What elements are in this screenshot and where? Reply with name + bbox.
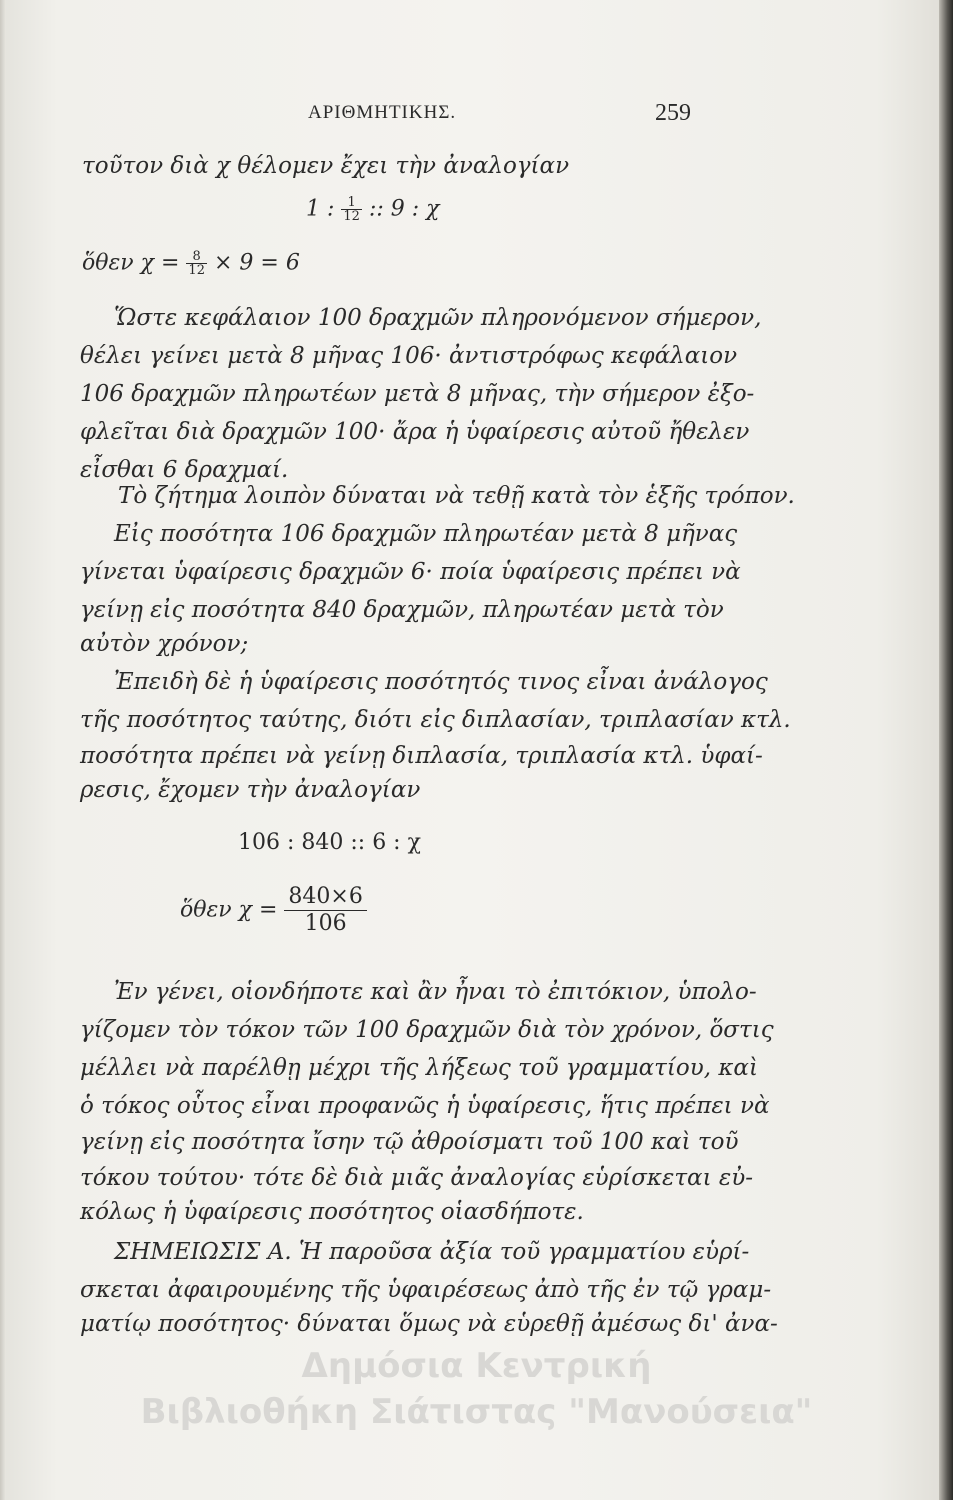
- result-equation: [82, 250, 300, 277]
- paragraph-line: Εἰς ποσότητα 106 δραχμῶν πληρωτέαν μετὰ 8 μῆνας: [114, 521, 738, 547]
- library-watermark-line: Βιβλιοθήκη Σιάτιστας "Μανούσεια": [140, 1392, 813, 1432]
- paragraph-line: σκεται ἀφαιρουμένης τῆς ὑφαιρέσεως ἀπὸ τῆς ἐν τῷ γραμ-: [80, 1277, 772, 1303]
- fraction-numerator: 840×6: [284, 884, 366, 911]
- page-number: 259: [655, 100, 691, 126]
- fraction-denominator: 106: [304, 911, 347, 936]
- paragraph-line: ματίῳ ποσότητος· δύναται ὅμως νὰ εὑρεθῇ ἀμέσως δι' ἀνα-: [80, 1311, 778, 1337]
- paragraph-line: θέλει γείνει μετὰ 8 μῆνας 106· ἀντιστρόφως κεφάλαιον: [80, 343, 738, 369]
- paragraph-line: Τὸ ζήτημα λοιπὸν δύναται νὰ τεθῇ κατὰ τὸν ἑξῆς τρόπον.: [118, 483, 795, 509]
- paragraph-line: Ὥστε κεφάλαιον 100 δραχμῶν πληρονόμενον σήμερον,: [114, 305, 762, 331]
- paragraph-line: μέλλει νὰ παρέλθῃ μέχρι τῆς λήξεως τοῦ γραμματίου, καὶ: [80, 1055, 758, 1081]
- paragraph-line: φλεῖται διὰ δραχμῶν 100· ἄρα ἡ ὑφαίρεσις αὐτοῦ ἤθελεν: [80, 419, 750, 445]
- fraction-denominator: 12: [343, 209, 360, 224]
- proportion-left: 1 :: [306, 196, 335, 222]
- page-left-edge: [0, 0, 6, 1500]
- paragraph-line: ρεσις, ἔχομεν τὴν ἀναλογίαν: [80, 777, 421, 803]
- equation-suffix: × 9 = 6: [213, 250, 300, 276]
- equation-prefix: ὅθεν χ =: [180, 897, 278, 923]
- paragraph-line: 106 δραχμῶν πληρωτέων μετὰ 8 μῆνας, τὴν σήμερον ἐξο-: [80, 381, 755, 407]
- text-line: τοῦτον διὰ χ θέλομεν ἔχει τὴν ἀναλογίαν: [82, 153, 570, 179]
- proportion-equation: [306, 196, 440, 223]
- paragraph-line: Ἐπειδὴ δὲ ἡ ὑφαίρεσις ποσότητός τινος εἶναι ἀνάλογος: [114, 669, 768, 695]
- fraction-numerator: 8: [186, 250, 207, 264]
- page-header: [0, 100, 953, 140]
- paragraph-line: τῆς ποσότητος ταύτης, διότι εἰς διπλασίαν, τριπλασίαν κτλ.: [80, 707, 791, 733]
- page-binding-edge: [939, 0, 953, 1500]
- fraction: [341, 196, 362, 223]
- fraction-numerator: 1: [341, 196, 362, 210]
- paragraph-line: αὐτὸν χρόνον;: [80, 631, 249, 657]
- paragraph-line: κόλως ἡ ὑφαίρεσις ποσότητος οἱασδήποτε.: [80, 1199, 584, 1225]
- result-equation: [180, 884, 367, 937]
- paragraph-line: ποσότητα πρέπει νὰ γείνῃ διπλασία, τριπλασία κτλ. ὑφαί-: [80, 743, 763, 769]
- paragraph-line: ὁ τόκος οὗτος εἶναι προφανῶς ἡ ὑφαίρεσις, ἥτις πρέπει νὰ: [80, 1093, 770, 1119]
- running-head: ΑΡΙΘΜΗΤΙΚΗΣ.: [308, 102, 457, 123]
- paragraph-line: γίζομεν τὸν τόκον τῶν 100 δραχμῶν διὰ τὸν χρόνον, ὅστις: [80, 1017, 774, 1043]
- paragraph-line: γίνεται ὑφαίρεσις δραχμῶν 6· ποία ὑφαίρεσις πρέπει νὰ: [80, 559, 741, 585]
- fraction: [284, 884, 366, 937]
- library-watermark-line: Δημόσια Κεντρική: [301, 1346, 652, 1386]
- fraction-denominator: 12: [188, 263, 205, 278]
- paragraph-line: ΣΗΜΕΙΩΣΙΣ Α. Ἡ παροῦσα ἀξία τοῦ γραμματίου εὑρί-: [114, 1239, 750, 1265]
- equation-prefix: ὅθεν χ =: [82, 250, 180, 276]
- fraction: [186, 250, 207, 277]
- proportion-right: :: 9 : χ: [368, 196, 440, 222]
- proportion-equation: 106 : 840 :: 6 : χ: [238, 830, 421, 855]
- paragraph-line: γείνῃ εἰς ποσότητα 840 δραχμῶν, πληρωτέαν μετὰ τὸν: [80, 597, 724, 623]
- paragraph-line: τόκου τούτου· τότε δὲ διὰ μιᾶς ἀναλογίας εὑρίσκεται εὐ-: [80, 1165, 753, 1191]
- paragraph-line: εἶσθαι 6 δραχμαί.: [80, 457, 289, 483]
- paragraph-line: Ἐν γένει, οἱονδήποτε καὶ ἂν ἦναι τὸ ἐπιτόκιον, ὑπολο-: [114, 979, 757, 1005]
- paragraph-line: γείνῃ εἰς ποσότητα ἴσην τῷ ἀθροίσματι τοῦ 100 καὶ τοῦ: [80, 1129, 739, 1155]
